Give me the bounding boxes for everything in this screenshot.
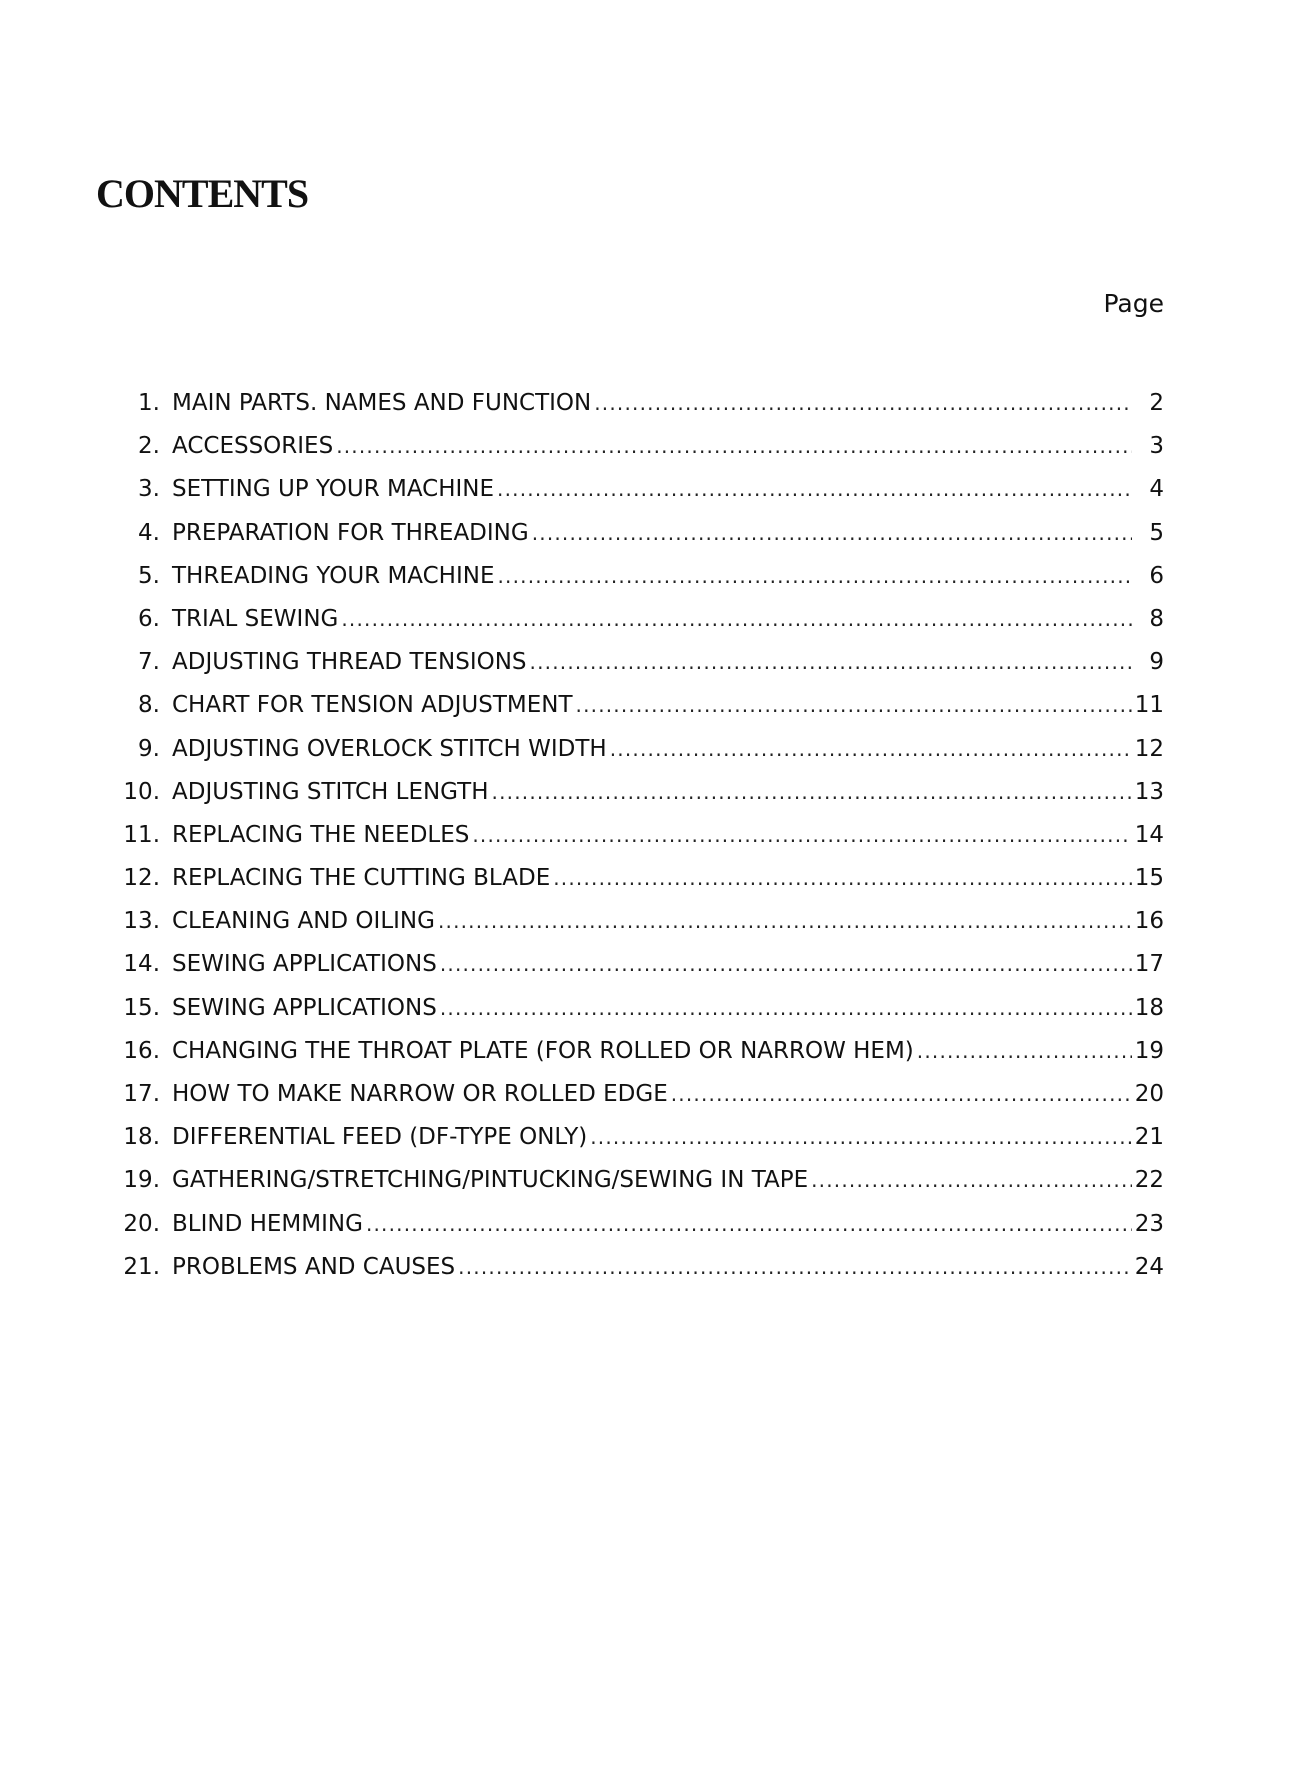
- toc-entry-title: SEWING APPLICATIONS: [172, 994, 437, 1021]
- toc-entry: [110, 476, 1164, 519]
- toc-entry-title: REPLACING THE NEEDLES: [172, 821, 470, 848]
- toc-entry-number: 18.: [123, 1124, 160, 1151]
- toc-entry-number: 11.: [123, 821, 160, 848]
- toc-entry: [110, 908, 1164, 951]
- toc-entry-number: 16.: [123, 1037, 160, 1064]
- toc-entry-title: BLIND HEMMING: [172, 1210, 363, 1237]
- toc-entry-page: 4: [1149, 476, 1164, 503]
- toc-entry-title: TRIAL SEWING: [172, 605, 339, 632]
- toc-entry: [110, 649, 1164, 692]
- toc-entry-title: MAIN PARTS. NAMES AND FUNCTION: [172, 390, 592, 416]
- dot-leader: [917, 1039, 1132, 1063]
- toc-entry-title: PROBLEMS AND CAUSES: [172, 1253, 456, 1280]
- toc-entry-title: PREPARATION FOR THREADING: [172, 519, 529, 546]
- dot-leader: [458, 1255, 1132, 1279]
- toc-entry-title: DIFFERENTIAL FEED (DF-TYPE ONLY): [172, 1124, 588, 1151]
- toc-entry-title: CHART FOR TENSION ADJUSTMENT: [172, 692, 573, 719]
- toc-entry-number: 20.: [123, 1210, 160, 1237]
- toc-entry: [110, 1254, 1164, 1297]
- toc-entry-page: 20: [1134, 1081, 1164, 1107]
- toc-entry: [110, 995, 1164, 1038]
- toc-entry: [110, 822, 1164, 865]
- toc-entry-page: 16: [1134, 908, 1164, 935]
- toc-entry-number: 4.: [138, 519, 160, 546]
- toc-entry-title: CHANGING THE THROAT PLATE (FOR ROLLED OR NARROW HEM): [172, 1037, 914, 1064]
- dot-leader: [440, 952, 1132, 976]
- toc-entry-title: GATHERING/STRETCHING/PINTUCKING/SEWING IN TAPE: [172, 1167, 809, 1194]
- toc-entry: [110, 606, 1164, 649]
- toc-entry-number: 2.: [138, 433, 160, 460]
- toc-entry-title: HOW TO MAKE NARROW OR ROLLED EDGE: [172, 1081, 668, 1107]
- dot-leader: [671, 1082, 1132, 1106]
- dot-leader: [366, 1212, 1132, 1236]
- dot-leader: [440, 996, 1132, 1020]
- dot-leader: [590, 1125, 1132, 1149]
- toc-entry-number: 17.: [123, 1081, 160, 1107]
- page-title: CONTENTS: [96, 171, 309, 216]
- toc-entry: [110, 1124, 1164, 1167]
- toc-entry-page: 6: [1149, 562, 1164, 589]
- dot-leader: [497, 477, 1132, 501]
- toc-entry-page: 12: [1134, 735, 1164, 762]
- toc-entry-page: 17: [1134, 951, 1164, 978]
- toc-entry-number: 10.: [123, 778, 160, 805]
- toc-entry: [110, 520, 1164, 563]
- toc-entry-page: 21: [1134, 1124, 1164, 1151]
- toc-entry: [110, 1211, 1164, 1254]
- toc-entry-number: 7.: [138, 649, 160, 676]
- dot-leader: [438, 909, 1132, 933]
- toc-entry-number: 21.: [123, 1253, 160, 1280]
- toc-entry-page: 18: [1134, 994, 1164, 1021]
- toc-entry-number: 13.: [123, 908, 160, 935]
- toc-entry: [110, 779, 1164, 822]
- toc-entry-title: ADJUSTING THREAD TENSIONS: [172, 649, 527, 676]
- toc-entry-number: 8.: [138, 692, 160, 719]
- toc-entry-title: CLEANING AND OILING: [172, 908, 435, 935]
- dot-leader: [532, 521, 1132, 545]
- toc-entry: [110, 433, 1164, 476]
- toc-entry-title: SEWING APPLICATIONS: [172, 951, 437, 978]
- toc-entry-page: 15: [1134, 865, 1164, 892]
- toc-entry-number: 6.: [138, 605, 160, 632]
- dot-leader: [530, 650, 1132, 674]
- toc-entry-number: 3.: [138, 476, 160, 503]
- dot-leader: [472, 823, 1132, 847]
- toc-entry: [110, 1081, 1164, 1124]
- toc-entry-page: 22: [1134, 1167, 1164, 1194]
- table-of-contents: [110, 390, 1164, 1297]
- toc-entry-title: THREADING YOUR MACHINE: [172, 562, 495, 589]
- dot-leader: [610, 737, 1132, 761]
- dot-leader: [553, 866, 1132, 890]
- toc-entry-page: 5: [1149, 519, 1164, 546]
- toc-entry-page: 2: [1149, 390, 1164, 416]
- toc-entry: [110, 563, 1164, 606]
- toc-entry-number: 19.: [123, 1167, 160, 1194]
- dot-leader: [341, 607, 1132, 631]
- toc-entry-title: ACCESSORIES: [172, 433, 334, 460]
- toc-entry-number: 1.: [138, 390, 160, 416]
- toc-entry-title: SETTING UP YOUR MACHINE: [172, 476, 495, 503]
- toc-entry: [110, 390, 1164, 433]
- toc-entry-number: 15.: [123, 994, 160, 1021]
- toc-entry: [110, 951, 1164, 994]
- toc-entry-page: 24: [1134, 1253, 1164, 1280]
- toc-entry-number: 9.: [138, 735, 160, 762]
- toc-entry-page: 14: [1134, 821, 1164, 848]
- toc-entry: [110, 692, 1164, 735]
- dot-leader: [811, 1168, 1132, 1192]
- toc-entry-title: ADJUSTING OVERLOCK STITCH WIDTH: [172, 735, 607, 762]
- toc-entry-title: ADJUSTING STITCH LENGTH: [172, 778, 489, 805]
- toc-entry-number: 14.: [123, 951, 160, 978]
- dot-leader: [594, 391, 1132, 415]
- toc-entry-page: 8: [1149, 605, 1164, 632]
- toc-entry-number: 12.: [123, 865, 160, 892]
- toc-entry-page: 23: [1134, 1210, 1164, 1237]
- toc-entry-title: REPLACING THE CUTTING BLADE: [172, 865, 551, 892]
- toc-entry-page: 19: [1134, 1037, 1164, 1064]
- toc-entry-number: 5.: [138, 562, 160, 589]
- dot-leader: [336, 434, 1132, 458]
- toc-entry: [110, 736, 1164, 779]
- toc-entry-page: 11: [1134, 692, 1164, 719]
- toc-entry-page: 13: [1134, 778, 1164, 805]
- toc-entry-page: 9: [1149, 649, 1164, 676]
- dot-leader: [492, 780, 1132, 804]
- dot-leader: [576, 693, 1132, 717]
- dot-leader: [498, 564, 1133, 588]
- page-column-label: Page: [1103, 289, 1164, 318]
- toc-entry: [110, 1167, 1164, 1210]
- toc-entry: [110, 1038, 1164, 1081]
- toc-entry: [110, 865, 1164, 908]
- toc-entry-page: 3: [1149, 433, 1164, 460]
